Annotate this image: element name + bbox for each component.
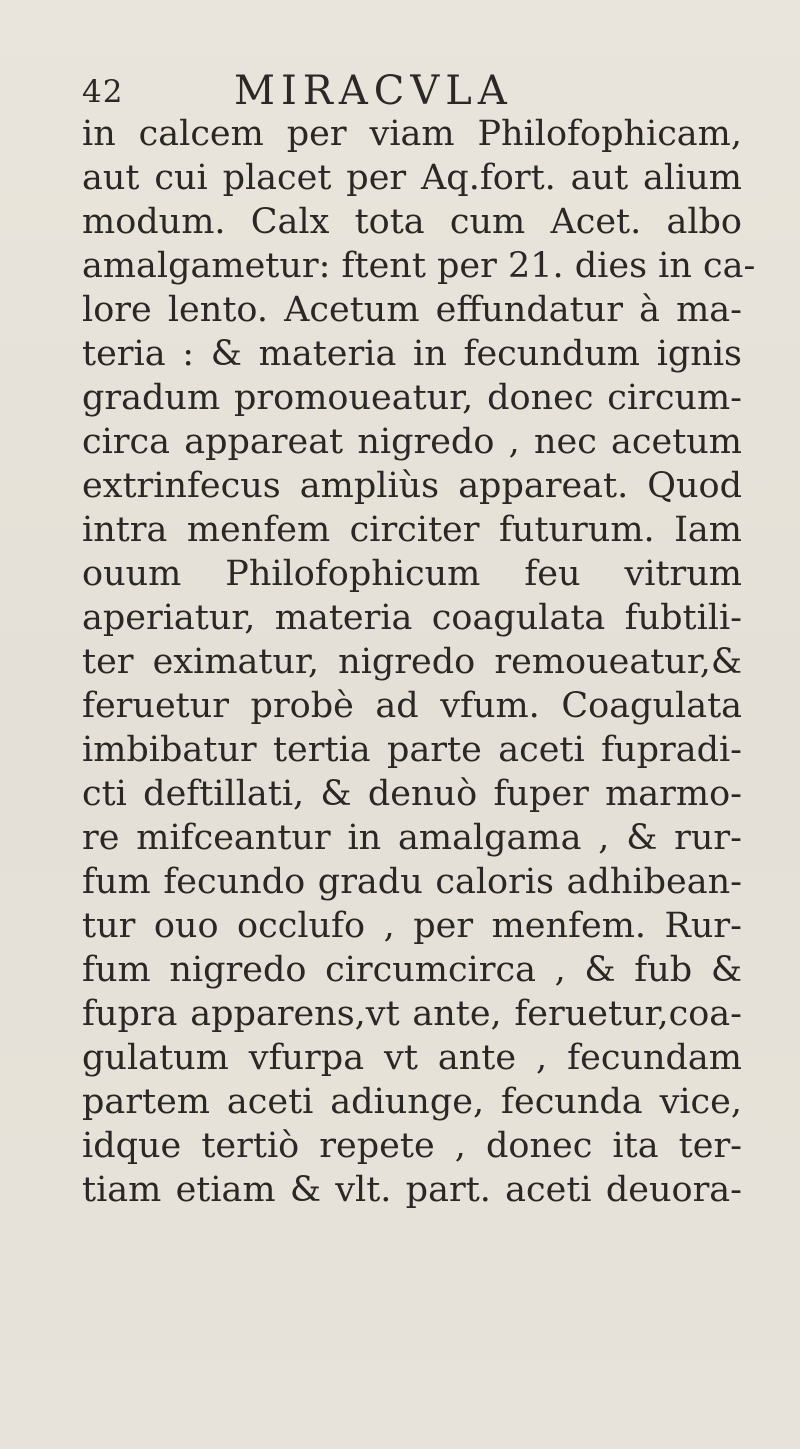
text-line: intra menfem circiter futurum. Iam xyxy=(82,510,742,550)
text-line: ter eximatur, nigredo remoueatur,& xyxy=(82,642,742,682)
text-line: aut cui placet per Aq.fort. aut alium xyxy=(82,158,742,198)
text-line: amalgametur: ftent per 21. dies in ca- xyxy=(82,246,756,286)
text-line: modum. Calx tota cum Acet. albo xyxy=(82,202,742,242)
text-line: fum nigredo circumcirca , & fub & xyxy=(82,950,742,990)
text-line: idque tertiò repete , donec ita ter- xyxy=(82,1126,742,1166)
text-line: in calcem per viam Philofophicam, xyxy=(82,114,742,154)
text-line: teria : & materia in fecundum ignis xyxy=(82,334,742,374)
page-header xyxy=(82,68,722,118)
running-head: MIRACVLA xyxy=(234,68,513,114)
page-number: 42 xyxy=(82,74,124,110)
text-line: extrinfecus ampliùs appareat. Quod xyxy=(82,466,742,506)
text-line: ouum Philofophicum feu vitrum xyxy=(82,554,742,594)
text-line: gradum promoueatur, donec circum- xyxy=(82,378,742,418)
text-line: partem aceti adiunge, fecunda vice, xyxy=(82,1082,742,1122)
text-line: gulatum vfurpa vt ante , fecundam xyxy=(82,1038,742,1078)
text-line: circa appareat nigredo , nec acetum xyxy=(82,422,742,462)
body-text xyxy=(82,112,756,1212)
text-line: fum fecundo gradu caloris adhibean- xyxy=(82,862,742,902)
text-line: fupra apparens,vt ante, feruetur,coa- xyxy=(82,994,742,1034)
text-line: tiam etiam & vlt. part. aceti deuora- xyxy=(82,1170,742,1210)
text-line: lore lento. Acetum effundatur à ma- xyxy=(82,290,742,330)
text-line: tur ouo occlufo , per menfem. Rur- xyxy=(82,906,742,946)
text-line: imbibatur tertia parte aceti fupradi- xyxy=(82,730,742,770)
text-line: cti deftillati, & denuò fuper marmo- xyxy=(82,774,742,814)
text-line: aperiatur, materia coagulata fubtili- xyxy=(82,598,742,638)
text-line: re mifceantur in amalgama , & rur- xyxy=(82,818,742,858)
text-line: feruetur probè ad vfum. Coagulata xyxy=(82,686,742,726)
